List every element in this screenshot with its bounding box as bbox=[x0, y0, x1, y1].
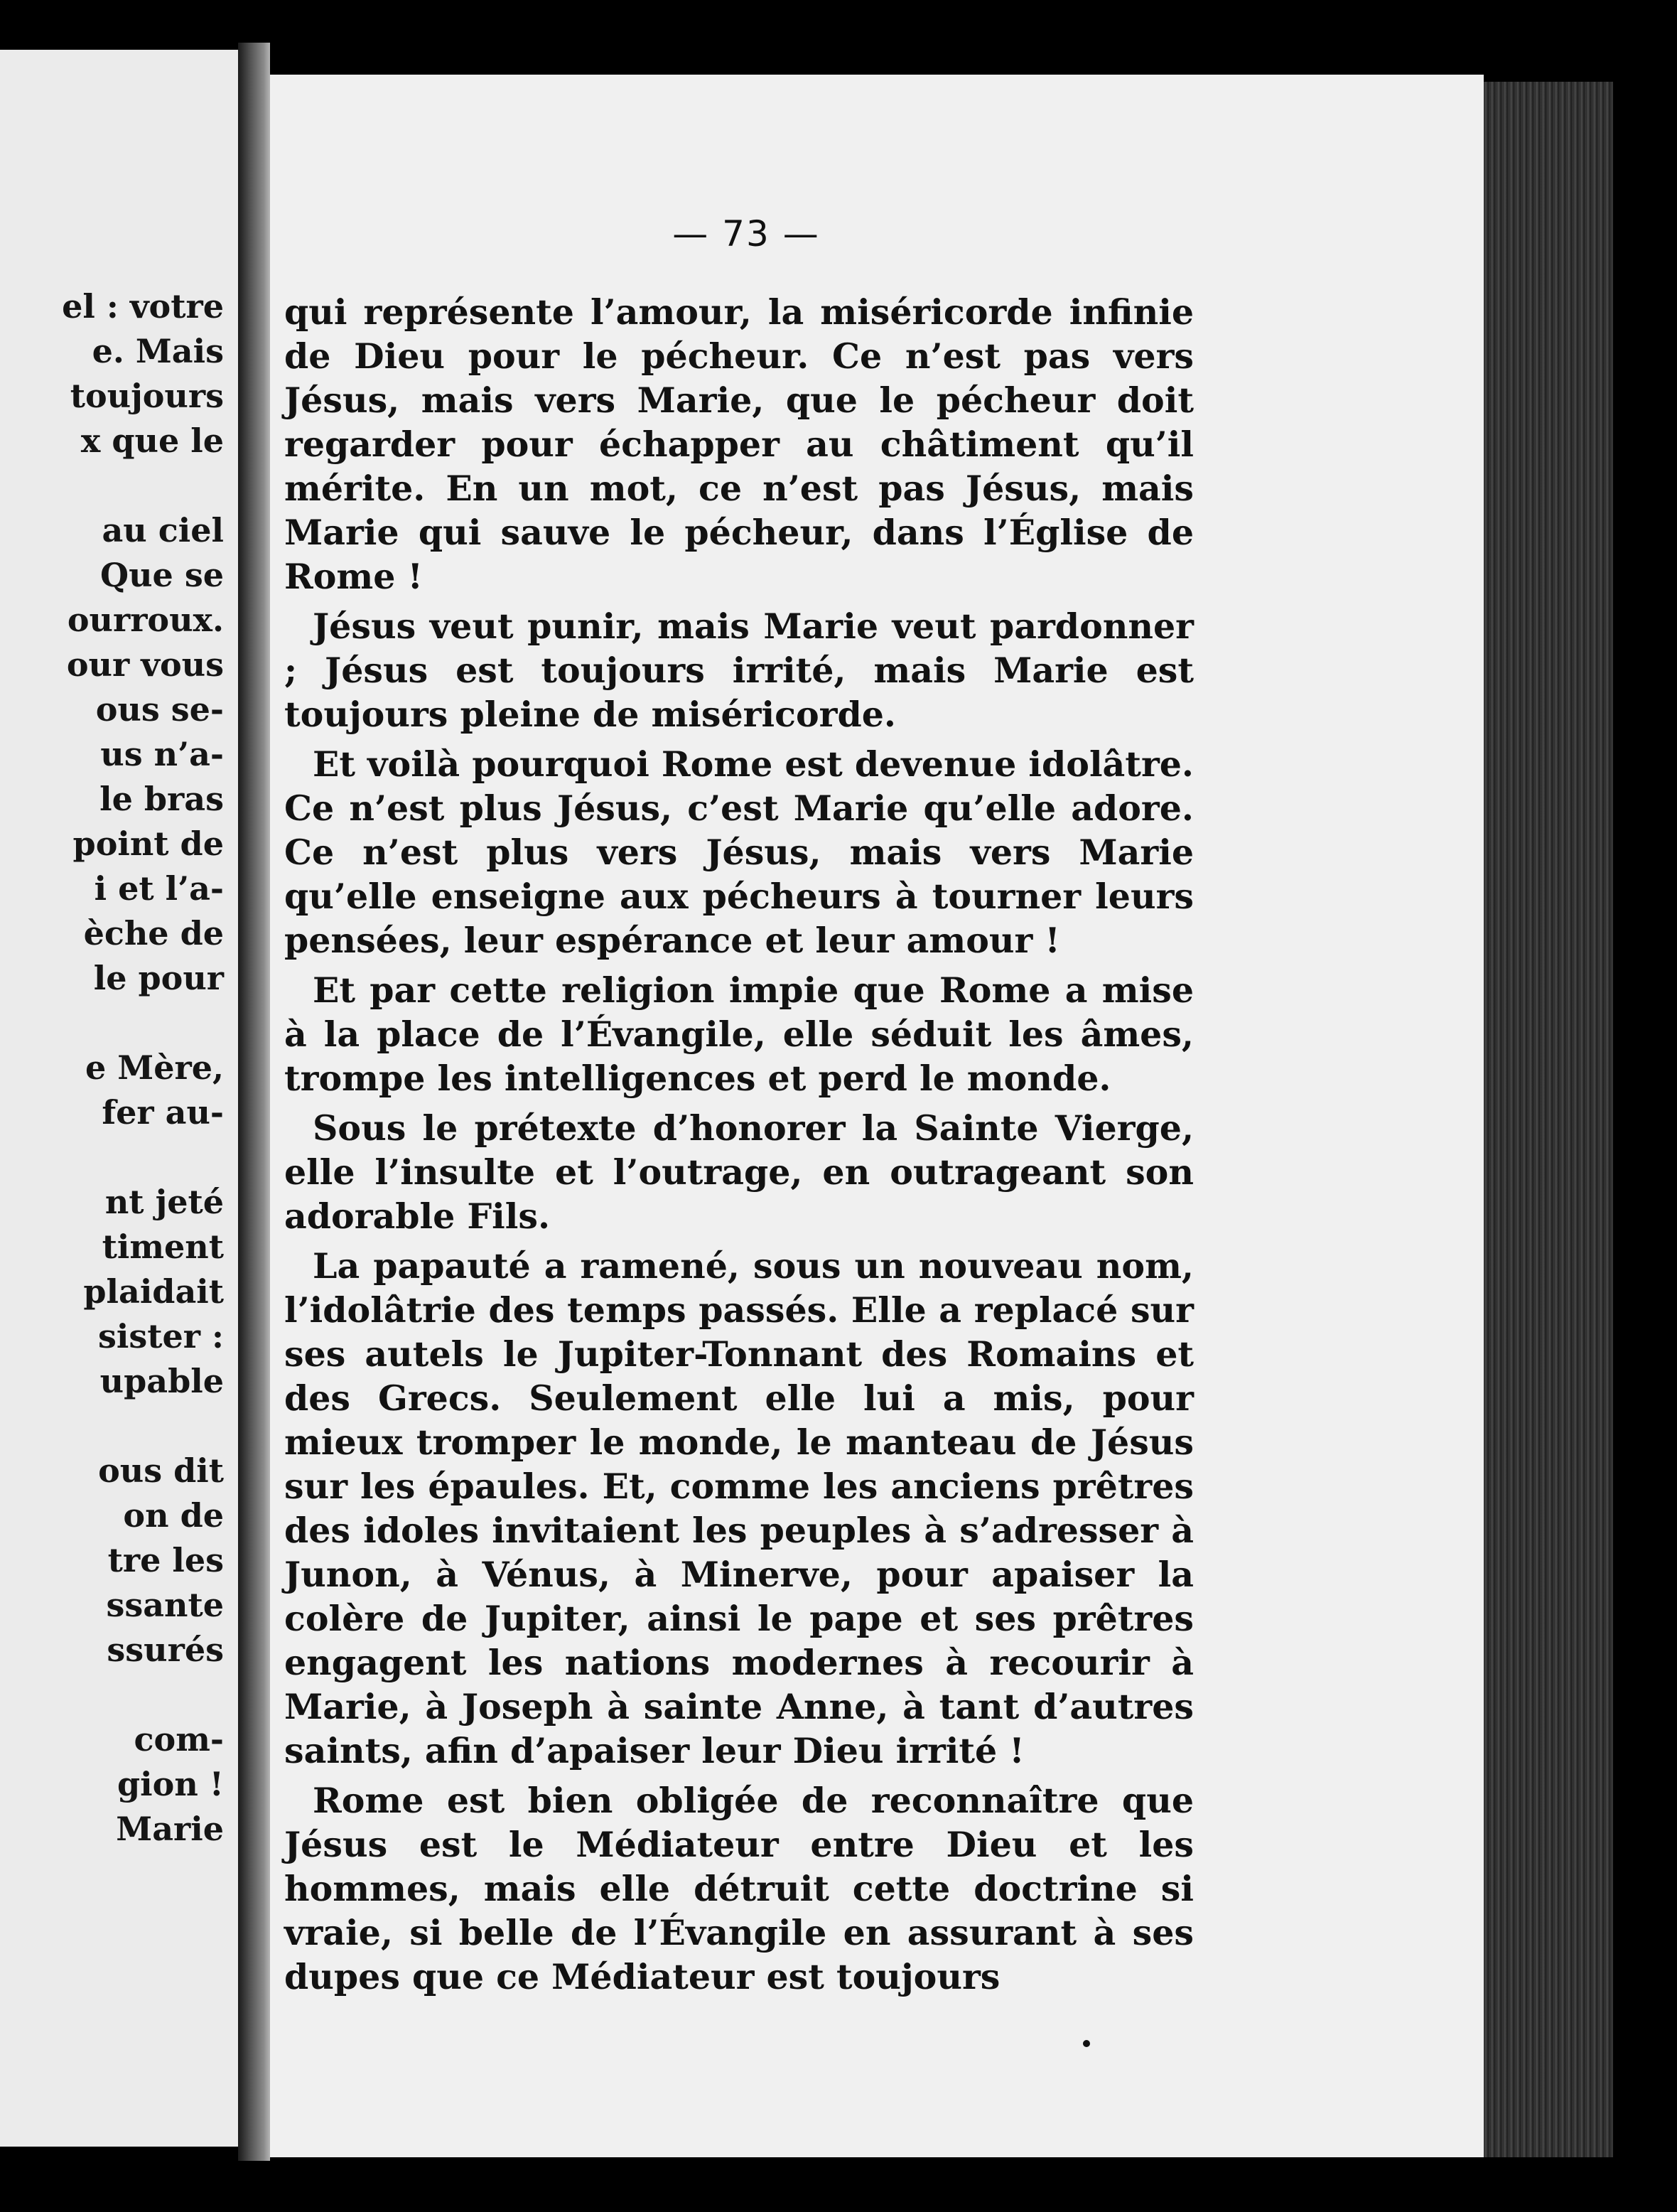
facing-line: Marie bbox=[116, 1810, 224, 1848]
facing-line: point de bbox=[72, 825, 224, 863]
facing-line: upable bbox=[99, 1362, 224, 1400]
facing-line bbox=[62, 1001, 224, 1046]
facing-line: le bras bbox=[99, 780, 224, 818]
facing-line: toujours bbox=[70, 377, 224, 415]
facing-line: e. Mais bbox=[92, 332, 224, 370]
paragraph: qui représente l’amour, la miséricorde infinie de Dieu pour le pécheur. Ce n’est pas vers Jésus, mais vers Marie, que le pécheur doit regarder pour échapper au châtiment qu’il mérite. En un mot, ce n’est pas Jésus, mais Marie qui sauve le pécheur, dans l’Église de Rome ! bbox=[284, 291, 1194, 597]
facing-line: èche de bbox=[83, 914, 224, 952]
facing-line: sister : bbox=[97, 1317, 224, 1355]
facing-line: Que se bbox=[100, 556, 224, 594]
book-gutter bbox=[238, 43, 270, 2161]
paragraph: Rome est bien obligée de reconnaître que Jésus est le Médiateur entre Dieu et les hommes, mais elle détruit cette doctrine si vraie, si belle de l’Évangile en assurant à ses dupes que ce Médiateur est toujours bbox=[284, 1780, 1194, 1997]
facing-line: timent bbox=[102, 1228, 224, 1266]
page-number: — 73 — bbox=[672, 213, 820, 254]
paragraph: Sous le prétexte d’honorer la Sainte Vierge, elle l’insulte et l’outrage, en outrageant son adorable Fils. bbox=[284, 1107, 1194, 1237]
facing-line: com- bbox=[134, 1720, 224, 1759]
paragraph: Jésus veut punir, mais Marie veut pardonner ; Jésus est toujours irrité, mais Marie est toujours pleine de miséricorde. bbox=[284, 606, 1194, 735]
facing-line: el : votre bbox=[62, 287, 224, 326]
facing-line: plaidait bbox=[83, 1272, 224, 1311]
facing-line: fer au- bbox=[102, 1093, 224, 1132]
facing-line bbox=[62, 1673, 224, 1717]
facing-line: on de bbox=[123, 1496, 224, 1535]
facing-line: i et l’a- bbox=[94, 869, 224, 908]
paragraph: La papauté a ramené, sous un nouveau nom, l’idolâtrie des temps passés. Elle a replacé sur ses autels le Jupiter-Tonnant des Romains et des Grecs. Seulement elle lui a mis, pour mieux tromper le monde, le manteau de Jésus sur les épaules. Et, comme les anciens prêtres des idoles invitaient les peuples à s’adresser à Junon, à Vénus, à Minerve, pour apaiser la colère de Jupiter, ainsi le pape et ses prêtres engagent les nations modernes à recourir à Marie, à Joseph à sainte Anne, à tant d’autres saints, afin d’apaiser leur Dieu irrité ! bbox=[284, 1245, 1194, 1771]
facing-line: ous se- bbox=[95, 690, 224, 729]
ink-dot bbox=[1083, 2040, 1090, 2047]
facing-line: ssante bbox=[106, 1586, 224, 1624]
facing-line: e Mère, bbox=[85, 1048, 224, 1087]
facing-line: le pour bbox=[93, 959, 224, 997]
facing-line: tre les bbox=[107, 1541, 224, 1579]
facing-line: nt jeté bbox=[104, 1183, 224, 1221]
facing-line: our vous bbox=[66, 645, 224, 684]
facing-page-text bbox=[62, 284, 224, 1852]
facing-page-left bbox=[0, 50, 238, 2147]
facing-line bbox=[62, 1404, 224, 1449]
facing-line: ourroux. bbox=[67, 601, 224, 639]
facing-line bbox=[62, 1135, 224, 1180]
page-body-text bbox=[284, 290, 1194, 2004]
paragraph: Et voilà pourquoi Rome est devenue idolâtre. Ce n’est plus Jésus, c’est Marie qu’elle adore. Ce n’est plus vers Jésus, mais vers Marie qu’elle enseigne aux pécheurs à tourner leurs pensées, leur espérance et leur amour ! bbox=[284, 743, 1194, 961]
facing-line: us n’a- bbox=[100, 735, 224, 773]
page-edges bbox=[1484, 82, 1613, 2157]
paragraph: Et par cette religion impie que Rome a mise à la place de l’Évangile, elle séduit les âmes, trompe les intelligences et perd le monde. bbox=[284, 970, 1194, 1099]
facing-line: x que le bbox=[80, 422, 224, 460]
facing-line: gion ! bbox=[117, 1765, 224, 1803]
facing-line bbox=[62, 463, 224, 508]
facing-line: ous dit bbox=[98, 1451, 224, 1490]
facing-line: ssurés bbox=[107, 1631, 224, 1669]
facing-line: au ciel bbox=[102, 511, 224, 549]
